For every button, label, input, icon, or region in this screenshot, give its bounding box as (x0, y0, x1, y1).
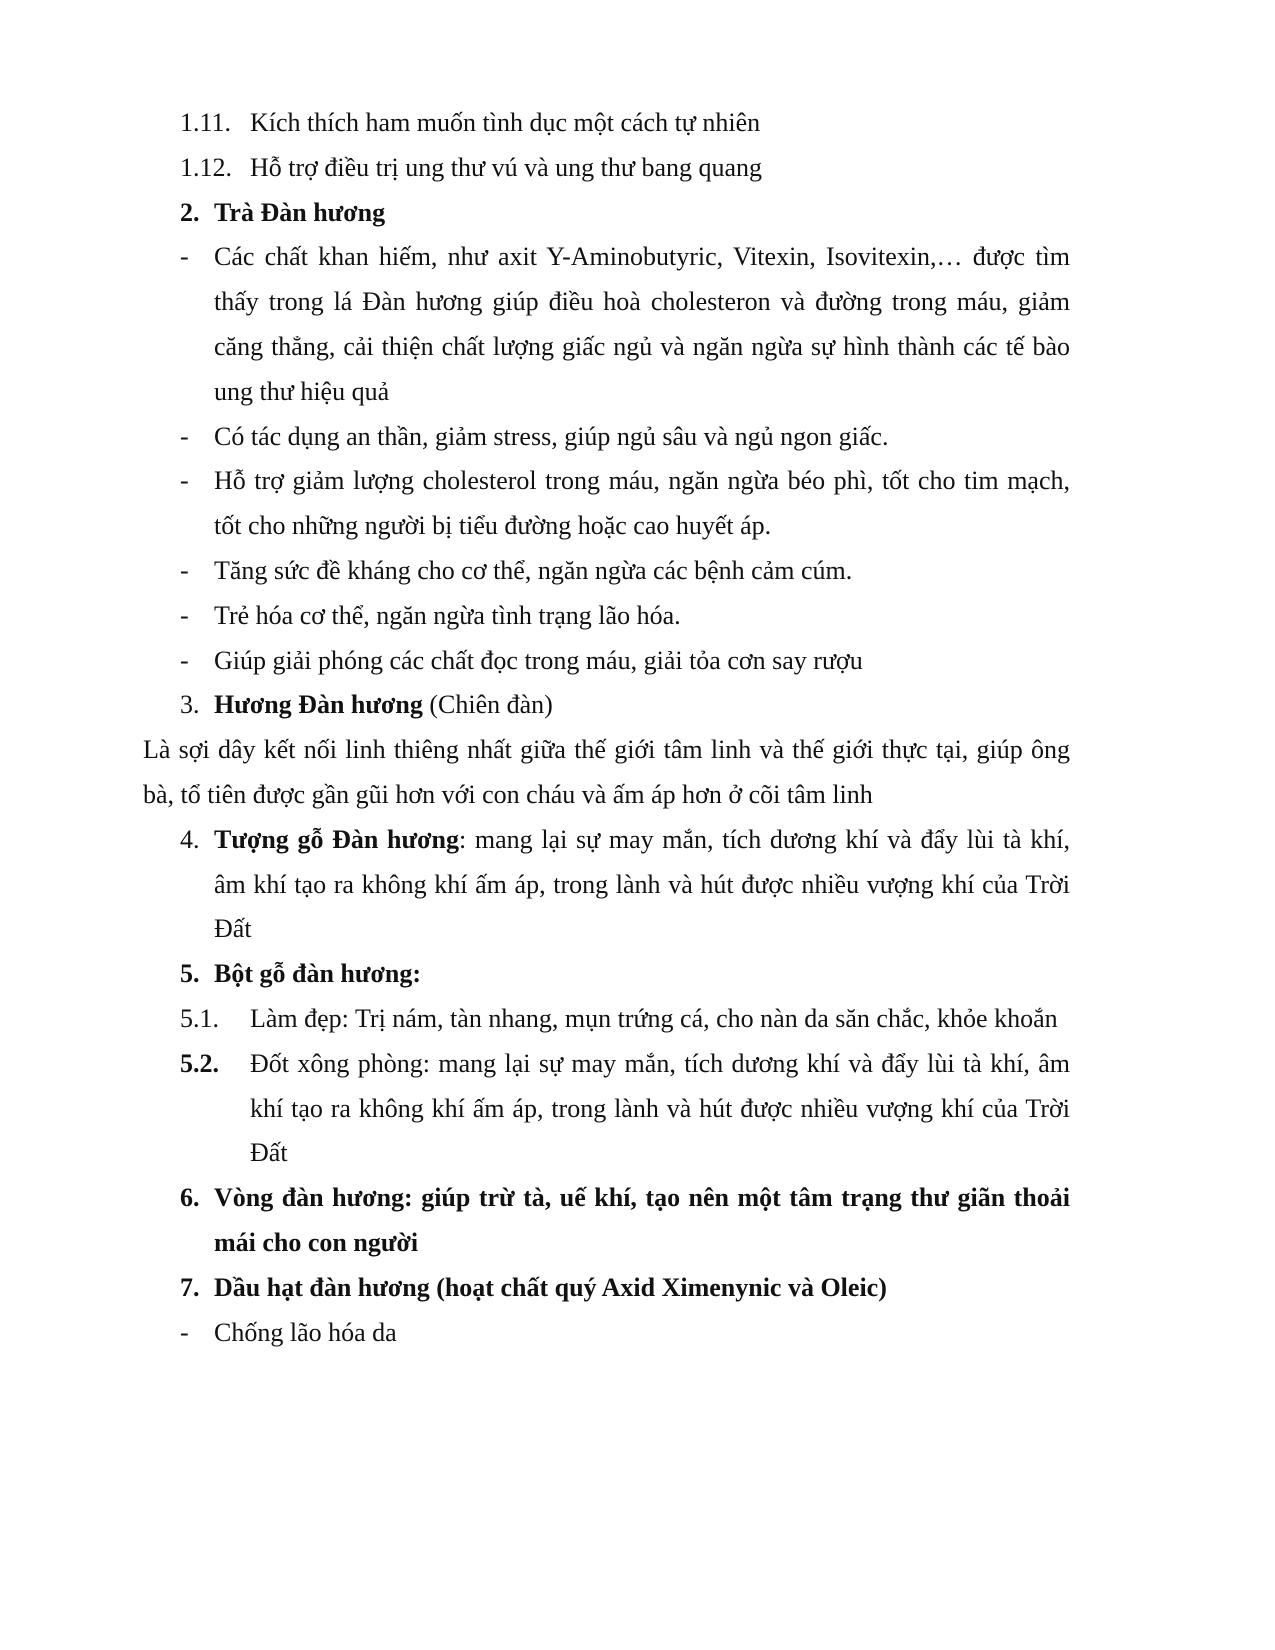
item-number: 4. (180, 824, 200, 854)
item-text: Hỗ trợ giảm lượng cholesterol trong máu, ngăn ngừa béo phì, tốt cho tim mạch, tốt cho những người bị tiểu đường hoặc cao huyết áp. (214, 466, 1070, 541)
item-number: 7. (180, 1272, 200, 1302)
bullet-item (143, 1311, 1070, 1356)
heading-bold-text: Hương Đàn hương (214, 690, 423, 720)
item-number: 3. (180, 690, 200, 720)
heading-dau-hat (143, 1266, 1070, 1311)
item-number: 1.11. (180, 108, 232, 137)
item-text: Làm đẹp: Trị nám, tàn nhang, mụn trứng cá, cho nàn da săn chắc, khỏe khoắn (250, 1003, 1058, 1033)
heading-huong-dan-huong (143, 683, 1070, 728)
item-text: Có tác dụng an thần, giảm stress, giúp ngủ sâu và ngủ ngon giấc. (214, 421, 889, 451)
item-number: 1.12. (180, 152, 232, 182)
item-number: 5. (180, 959, 200, 989)
bullet-dash: - (180, 600, 189, 630)
bullet-dash: - (180, 242, 189, 272)
item-text: Giúp giải phóng các chất đọc trong máu, giải tỏa cơn say rượu (214, 645, 863, 675)
item-number: 5.2. (180, 1048, 219, 1078)
item-number: 2. (180, 197, 200, 227)
heading-text: Dầu hạt đàn hương (hoạt chất quý Axid Ximenynic và Oleic) (214, 1272, 887, 1302)
bullet-item (143, 549, 1070, 594)
item-number: 5.1. (180, 1003, 219, 1033)
bullet-item (143, 594, 1070, 639)
item-text: : mang lại sự may mắn, tích dương khí và đẩy lùi tà khí, âm khí tạo ra không khí ấm áp, trong lành và hút được nhiều vượng khí của Trời Đất (214, 824, 1070, 944)
list-item-1-12 (143, 146, 1070, 191)
list-item-4 (143, 818, 1070, 952)
bullet-item (143, 415, 1070, 460)
bullet-item (143, 235, 1070, 414)
item-text: Kích thích ham muốn tình dục một cách tự nhiên (250, 108, 761, 137)
heading-text: Vòng đàn hương: giúp trừ tà, uế khí, tạo nên một tâm trạng thư giãn thoải mái cho con người (214, 1183, 1070, 1257)
item-text: Hỗ trợ điều trị ung thư vú và ung thư bang quang (250, 152, 763, 182)
heading-text: Bột gỗ đàn hương: (214, 959, 421, 989)
heading-tra-dan-huong (143, 191, 1070, 236)
document-page (143, 101, 1070, 1355)
item-text: Trẻ hóa cơ thể, ngăn ngừa tình trạng lão hóa. (214, 600, 681, 630)
bullet-item (143, 639, 1070, 684)
heading-bot-go (143, 952, 1070, 997)
bullet-dash: - (180, 466, 189, 496)
list-item-5-1 (143, 997, 1070, 1042)
item-number: 6. (180, 1183, 200, 1213)
bullet-dash: - (180, 645, 189, 675)
bullet-dash: - (180, 1317, 189, 1347)
bullet-item (143, 459, 1070, 549)
heading-text: Trà Đàn hương (214, 197, 386, 227)
item-text: Tăng sức đề kháng cho cơ thể, ngăn ngừa các bệnh cảm cúm. (214, 555, 853, 585)
item-text: (Chiên đàn) (422, 690, 553, 720)
item-text: Các chất khan hiếm, như axit Y-Aminobutyric, Vitexin, Isovitexin,… được tìm thấy trong lá Đàn hương giúp điều hoà cholesteron và đường trong máu, giảm căng thẳng, cải thiện chất lượng giấc ngủ và ngăn ngừa sự hình thành các tế bào ung thư hiệu quả (214, 242, 1070, 406)
heading-vong-dan-huong (143, 1176, 1070, 1266)
body-paragraph: Là sợi dây kết nối linh thiêng nhất giữa thế giới tâm linh và thế giới thực tại, giúp ông bà, tổ tiên được gần gũi hơn với con cháu và ấm áp hơn ở cõi tâm linh (143, 735, 1070, 809)
item-text: Chống lão hóa da (214, 1317, 397, 1347)
bullet-dash: - (180, 555, 189, 585)
item-bold-text: Tượng gỗ Đàn hương (214, 824, 459, 854)
item-text: Đốt xông phòng: mang lại sự may mắn, tích dương khí và đẩy lùi tà khí, âm khí tạo ra không khí ấm áp, trong lành và hút được nhiều vượng khí của Trời Đất (250, 1048, 1070, 1168)
bullet-dash: - (180, 421, 189, 451)
list-item-1-11 (143, 101, 1070, 146)
list-item-5-2 (143, 1042, 1070, 1176)
